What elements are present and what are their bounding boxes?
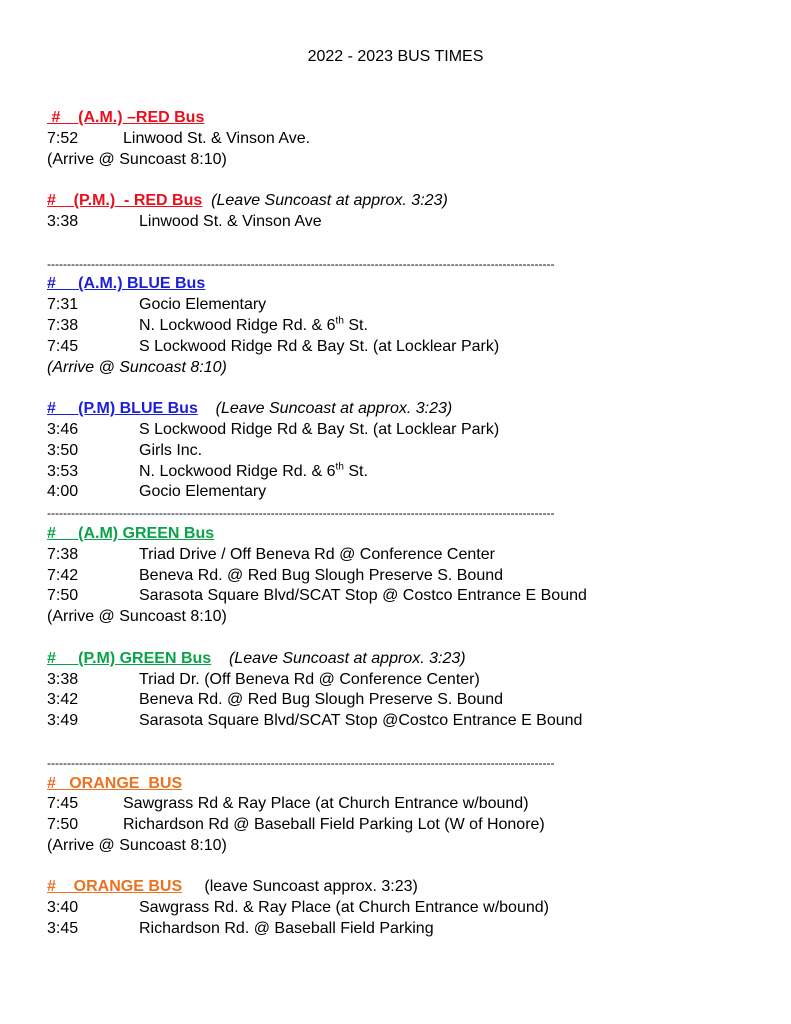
stop-row xyxy=(47,482,767,503)
stop-time: 7:38 xyxy=(47,316,79,334)
orange-am-heading: # ORANGE BUS xyxy=(47,774,183,792)
green-am-section xyxy=(47,524,767,628)
stop-row xyxy=(47,212,767,233)
leave-note: (leave Suncoast approx. 3:23) xyxy=(204,878,418,896)
stop-place: Girls Inc. xyxy=(139,441,203,459)
stop-place: Richardson Rd. @ Baseball Field Parking xyxy=(139,920,434,938)
stop-row xyxy=(47,690,767,711)
arrive-note: (Arrive @ Suncoast 8:10) xyxy=(47,836,227,854)
orange-am-section xyxy=(47,774,767,857)
leave-note: (Leave Suncoast at approx. 3:23) xyxy=(211,192,448,210)
stop-row xyxy=(47,316,767,337)
blue-pm-section xyxy=(47,399,767,503)
schedule-body xyxy=(47,108,767,940)
red-am-heading: # (A.M.) –RED Bus xyxy=(47,109,205,126)
stop-row xyxy=(47,545,767,566)
stop-time: 7:31 xyxy=(47,296,79,314)
stop-row xyxy=(47,566,767,587)
green-pm-section xyxy=(47,649,767,732)
stop-row xyxy=(47,919,767,940)
stop-row xyxy=(47,129,767,150)
stop-time: 3:49 xyxy=(47,712,79,730)
orange-pm-section xyxy=(47,877,767,939)
stop-time: 3:46 xyxy=(47,420,79,438)
red-pm-heading-row xyxy=(47,191,767,212)
stop-time: 7:50 xyxy=(47,587,79,605)
stop-time: 3:40 xyxy=(47,899,79,917)
divider: ------------------------------------------------------------------------------------------------------------------------------- xyxy=(47,506,555,521)
stop-place: Triad Dr. (Off Beneva Rd @ Conference Center) xyxy=(139,670,480,688)
arrive-note: (Arrive @ Suncoast 8:10) xyxy=(47,608,227,626)
stop-time: 7:42 xyxy=(47,566,79,584)
green-pm-heading: # (P.M) GREEN Bus xyxy=(47,649,212,667)
arrive-note: (Arrive @ Suncoast 8:10) xyxy=(47,150,227,168)
stop-time: 3:42 xyxy=(47,691,79,709)
stop-time: 3:38 xyxy=(47,670,79,688)
stop-row xyxy=(47,815,767,836)
divider: ------------------------------------------------------------------------------------------------------------------------------- xyxy=(47,256,555,271)
stop-time: 7:45 xyxy=(47,795,79,813)
stop-place: S Lockwood Ridge Rd & Bay St. (at Locklear Park) xyxy=(139,337,500,355)
stop-time: 3:53 xyxy=(47,462,79,480)
stop-place: Linwood St. & Vinson Ave xyxy=(139,212,322,230)
blue-pm-heading: # (P.M) BLUE Bus xyxy=(47,400,198,418)
stop-place: Beneva Rd. @ Red Bug Slough Preserve S. Bound xyxy=(139,566,504,584)
stop-row xyxy=(47,441,767,462)
red-pm-section xyxy=(47,191,767,233)
red-pm-heading: # (P.M.) - RED Bus xyxy=(47,192,203,210)
stop-place: S Lockwood Ridge Rd & Bay St. (at Locklear Park) xyxy=(139,420,500,438)
stop-place: Gocio Elementary xyxy=(139,296,267,314)
divider: ------------------------------------------------------------------------------------------------------------------------------- xyxy=(47,755,555,770)
stop-row xyxy=(47,898,767,919)
stop-place: Triad Drive / Off Beneva Rd @ Conference Center xyxy=(139,545,495,563)
stop-row xyxy=(47,711,767,732)
stop-time: 7:38 xyxy=(47,545,79,563)
leave-note: (Leave Suncoast at approx. 3:23) xyxy=(228,649,466,667)
arrive-note: (Arrive @ Suncoast 8:10) xyxy=(47,358,227,376)
stop-place: Linwood St. & Vinson Ave. xyxy=(123,129,311,147)
stop-time: 7:50 xyxy=(47,816,79,834)
orange-pm-heading-row xyxy=(47,877,767,898)
page-title: 2022 - 2023 BUS TIMES xyxy=(307,48,484,65)
stop-time: 7:45 xyxy=(47,337,79,355)
stop-time: 3:38 xyxy=(47,212,79,230)
stop-row xyxy=(47,794,767,815)
stop-place: Beneva Rd. @ Red Bug Slough Preserve S. Bound xyxy=(139,691,504,709)
blue-am-section xyxy=(47,274,767,378)
stop-place: Gocio Elementary xyxy=(139,483,267,501)
stop-row xyxy=(47,462,767,483)
orange-pm-heading: # ORANGE BUS xyxy=(47,878,183,896)
stop-time: 3:45 xyxy=(47,920,79,938)
blue-am-heading: # (A.M.) BLUE Bus xyxy=(47,275,206,293)
stop-place: Richardson Rd @ Baseball Field Parking Lot (W of Honore) xyxy=(123,816,545,834)
stop-place: Sarasota Square Blvd/SCAT Stop @ Costco Entrance E Bound xyxy=(139,587,587,605)
stop-place: Sawgrass Rd & Ray Place (at Church Entrance w/bound) xyxy=(123,795,529,813)
green-pm-heading-row xyxy=(47,649,767,670)
stop-place: Sarasota Square Blvd/SCAT Stop @Costco Entrance E Bound xyxy=(139,712,583,730)
stop-time: 4:00 xyxy=(47,483,79,501)
stop-row xyxy=(47,586,767,607)
stop-time: 7:52 xyxy=(47,129,79,147)
green-am-heading: # (A.M) GREEN Bus xyxy=(47,524,215,542)
stop-row xyxy=(47,420,767,441)
red-am-section xyxy=(47,108,767,170)
blue-pm-heading-row xyxy=(47,399,767,420)
stop-row xyxy=(47,337,767,358)
stop-place: N. Lockwood Ridge Rd. & 6th St. xyxy=(139,315,368,334)
leave-note: (Leave Suncoast at approx. 3:23) xyxy=(215,400,453,418)
stop-place: Sawgrass Rd. & Ray Place (at Church Entrance w/bound) xyxy=(139,899,549,917)
stop-place: N. Lockwood Ridge Rd. & 6th St. xyxy=(139,461,368,480)
stop-time: 3:50 xyxy=(47,441,79,459)
stop-row xyxy=(47,295,767,316)
stop-row xyxy=(47,670,767,691)
